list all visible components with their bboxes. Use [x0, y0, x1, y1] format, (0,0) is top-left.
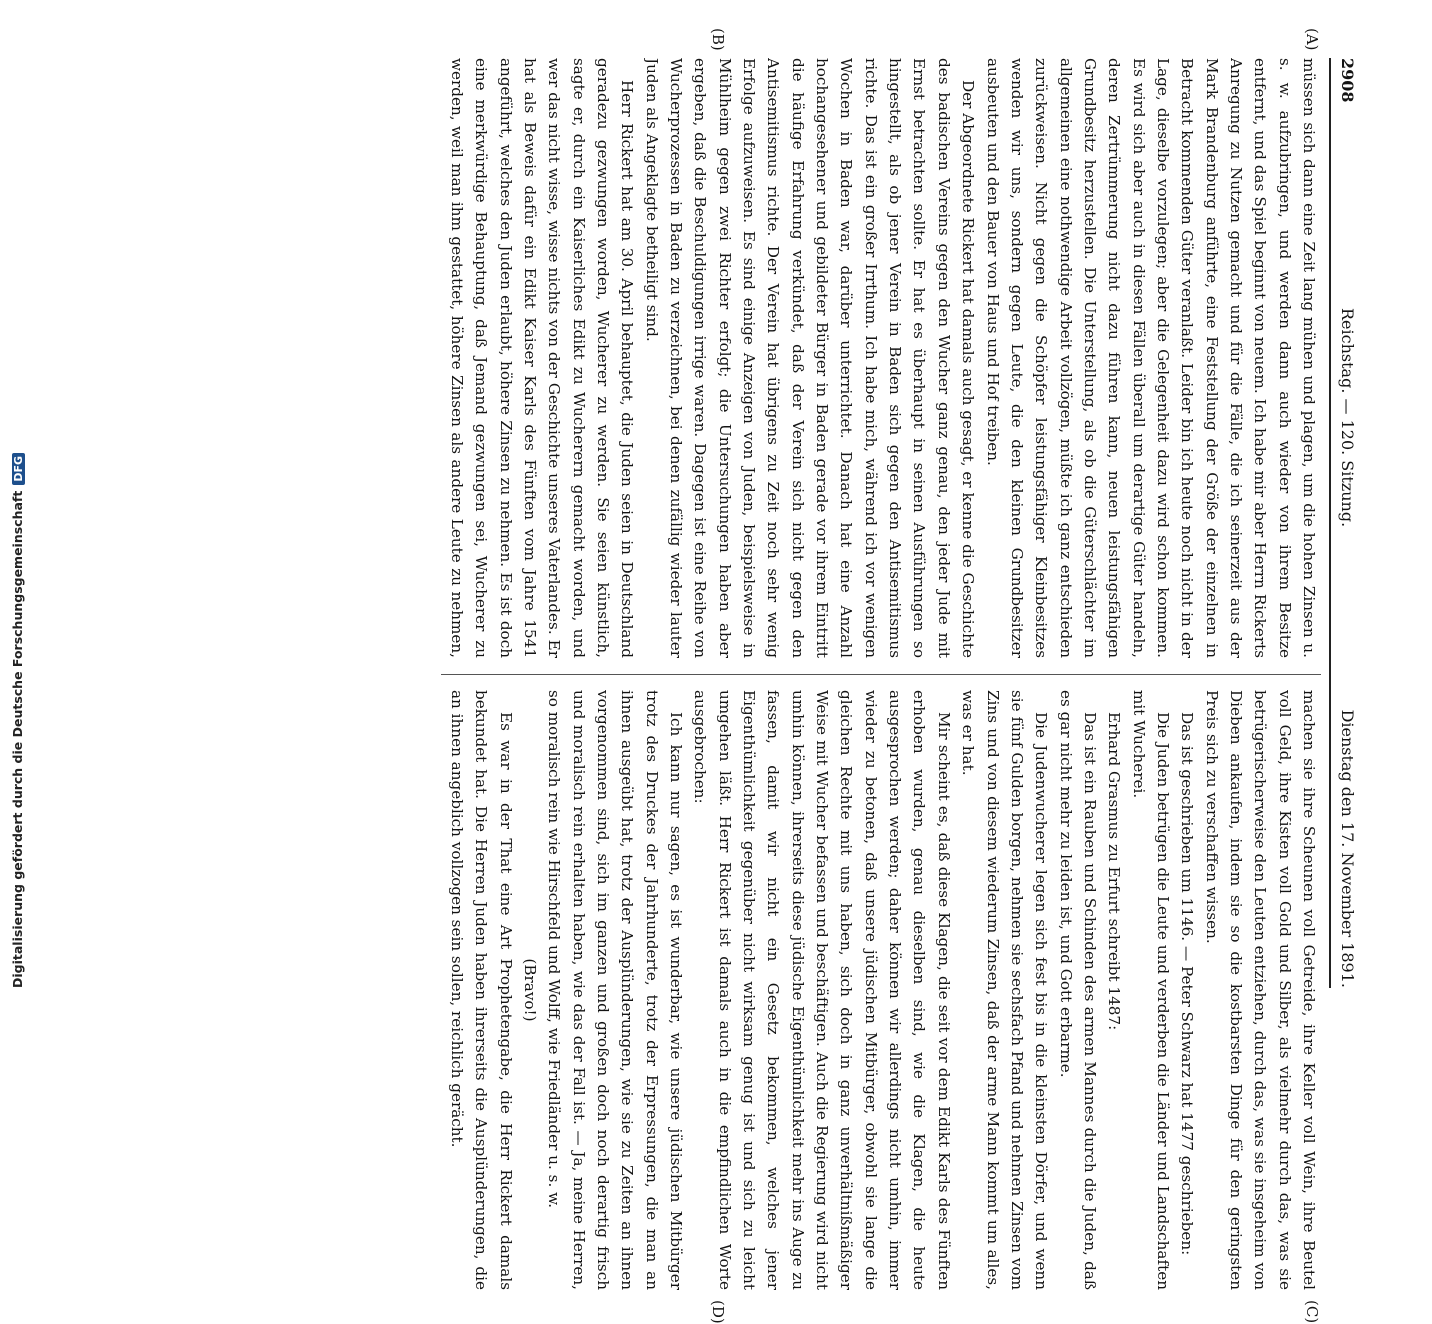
quote-paragraph: Die Juden betrügen die Leute und verderben die Länder und Landschaften mit Wucherei. [1129, 690, 1172, 1290]
right-column [441, 690, 1321, 1290]
column-divider [441, 674, 1321, 675]
margin-letter-c: (C) [1303, 1300, 1321, 1324]
paragraph: Erhard Grasmus zu Erfurt schreibt 1487: [1105, 712, 1124, 1031]
paragraph: Der Abgeordnete Rickert hat damals auch gesagt, er kenne die Geschichte des badischen Vereins gegen den Wucher ganz genau, den jeder Jude mit Ernst betrachten sollte. Er hat es überhaupt in seinen Ausführungen so hingestellt, als ob jener Verein in Baden sich gegen den Antisemitismus richte. Das ist ein großer Irrthum. Ich habe mich, während ich vor wenigen Wochen in Baden war, darüber unterrichtet. Danach hat eine Anzahl hochangesehener und gebildeter Bürger in Baden gerade vor ihrem Eintritt die häufige Erfahrung verkündet, daß der Verein sich nicht gegen den Antisemitismus richte. Der Verein hat übrigens zu Zeit noch sehr wenig Erfolge aufzuweisen. Es sind einige Anzeigen von Juden, beispielsweise in Mühlheim gegen zwei Richter erfolgt; die Untersuchungen haben aber ergeben, daß die Beschuldigungen irrige waren. Dagegen ist eine Reihe von Wucherprozessen in Baden zu verzeichnen, bei denen zufällig wieder lauter Juden als Angeklagte betheiligt sind. [642, 58, 978, 658]
newspaper-page [67, 28, 1357, 1324]
quote-paragraph: Die Judenwucherer legen sich fest bis in die kleinsten Dörfer, und wenn sie fünf Gulden borgen, nehmen sie sechsfach Pfand und nehmen Zinsen vom Zins und von diesem wiederum Zinsen, daß der arme Mann kommt um alles, was er hat. [959, 690, 1051, 1290]
quote-paragraph: Ich kann nur sagen, es ist wunderbar, wie unsere jüdischen Mitbürger trotz des Druckes der Jahrhunderte, trotz der Erpressungen, die man an ihnen ausgeübt hat, trotz der Ausplünderungen, wie sie zu Zeiten an ihnen vorgenommen sind, sich im ganzen und großen doch noch derartig frisch und moralisch rein erhalten haben, wie das der Fall ist. — Ja, meine Herren, so moralisch rein wie Hirschfeld und Wolff, wie Friedländer u. s. w. [545, 690, 686, 1290]
interjection: (Bravo!) [521, 958, 539, 1022]
paragraph: Es war in der That eine Art Prophetengabe, die Herr Rickert damals bekundet hat. Die Herren Juden haben ihrerseits die Ausplünderungen, die an ihnen angeblich vollzogen sein sollen, reichlich gerächt. [447, 690, 515, 1290]
paragraph: Mir scheint es, daß diese Klagen, die seit vor dem Edikt Karls des Fünften erhoben wurden, genau dieselben sind, wie die Klagen, die heute ausgesprochen werden; daher können wir allerdings nicht umhin, immer wieder zu betonen, daß unsere jüdischen Mitbürger, obwohl sie lange die gleichen Rechte mit uns haben, sich doch in ganz unverhältnißmäßiger Weise mit Wucher befassen und beschäftigen. Auch die Regierung wird nicht umhin können, ihrerseits diese jüdische Eigenthümlichkeit mehr ins Auge zu fassen, damit wir nicht ein Gesetz bekommen, welches jener Eigenthümlichkeit gegenüber nicht wirksam genug ist und sich zu leicht umgehen läßt. Herr Rickert ist damals auch in die empfindlichen Worte ausgebrochen: [691, 690, 953, 1290]
digitization-credit [10, 0, 28, 988]
paragraph: machen sie ihre Scheunen voll Getreide, ihre Keller voll Wein, ihre Beutel voll Geld, ihre Kisten voll Gold und Silber, als vielmehr durch das, was sie betrügerischerweise den Leuten entziehen, durch das, was sie insgeheim von Dieben ankaufen, indem sie so die kostbarsten Dinge für den geringsten Preis sich zu verschaffen wissen. [1202, 690, 1318, 1290]
paragraph: Das ist geschrieben um 1146. — Peter Schwarz hat 1477 geschrieben: [1178, 712, 1197, 1256]
session-date: Dienstag den 17. November 1891. [1338, 709, 1357, 988]
left-column [441, 58, 1321, 658]
paragraph [441, 690, 445, 1290]
page-number: 2908 [1338, 58, 1357, 103]
session-title: Reichstag. — 120. Sitzung. [1338, 308, 1357, 528]
header-rule [1329, 58, 1331, 988]
paragraph: Herr Rickert hat am 30. April behauptet, die Juden seien in Deutschland geradezu gezwungen worden, Wucherer zu werden. Sie seien künstlich, sagte er, durch ein Kaiserliches Edikt zu Wucherern gemacht worden, und wer das nicht wisse, wisse nichts von der Geschichte unseres Vaterlandes. Er hat als Beweis dafür ein Edikt Kaiser Karls des Fünften vom Jahre 1541 angeführt, welches den Juden erlaubt, höhere Zinsen zu nehmen. Es ist doch eine merkwürdige Behauptung, daß Jemand gezwungen sei, Wucherer zu werden, weil man ihm gestattet, höhere Zinsen als andere Leute zu nehmen, [447, 58, 637, 658]
margin-letter-d: (D) [709, 1300, 727, 1324]
margin-letter-a: (A) [1303, 28, 1321, 51]
margin-letter-b: (B) [709, 28, 727, 51]
credit-text: Digitalisierung gefördert durch die Deutsche Forschungsgemeinschaft [10, 490, 25, 988]
paragraph: müssen sich dann eine Zeit lang mühen und plagen, um die hohen Zinsen u. s. w. aufzubringen, und werden dann auch wieder von ihrem Besitze entfernt, und das Spiel beginnt von neuem. Ich habe mir aber Herrn Rickerts Anregung zu Nutzen gemacht und für die Fälle, die ich seinerzeit aus der Mark Brandenburg anführte, eine Feststellung der Größe der einzelnen in Betracht kommenden Güter veranlaßt. Leider bin ich heute noch nicht in der Lage, dieselbe vorzulegen; aber die Gelegenheit dazu wird schon kommen. Es wird sich aber auch in diesen Fällen überall um derartige Güter handeln, deren Zertrümmerung nicht dazu führen kann, neuen leistungsfähigen Grundbesitz herzustellen. Die Unterstellung, als ob die Güterschlächter im allgemeinen eine nothwendige Arbeit vollzögen, müßte ich ganz entschieden zurückweisen. Nicht gegen die Schöpfer leistungsfähiger Kleinbesitzes wenden wir uns, sondern gegen Leute, die den kleinen Grundbesitzer ausbeuten und den Bauer von Haus und Hof treiben. [983, 58, 1318, 658]
page-header [1331, 58, 1357, 988]
quote-paragraph: Das ist ein Rauben und Schinden des armen Mannes durch die Juden, daß es gar nicht mehr zu leiden ist, und Gott erbarme. [1056, 690, 1099, 1290]
dfg-logo: DFG [12, 453, 25, 485]
